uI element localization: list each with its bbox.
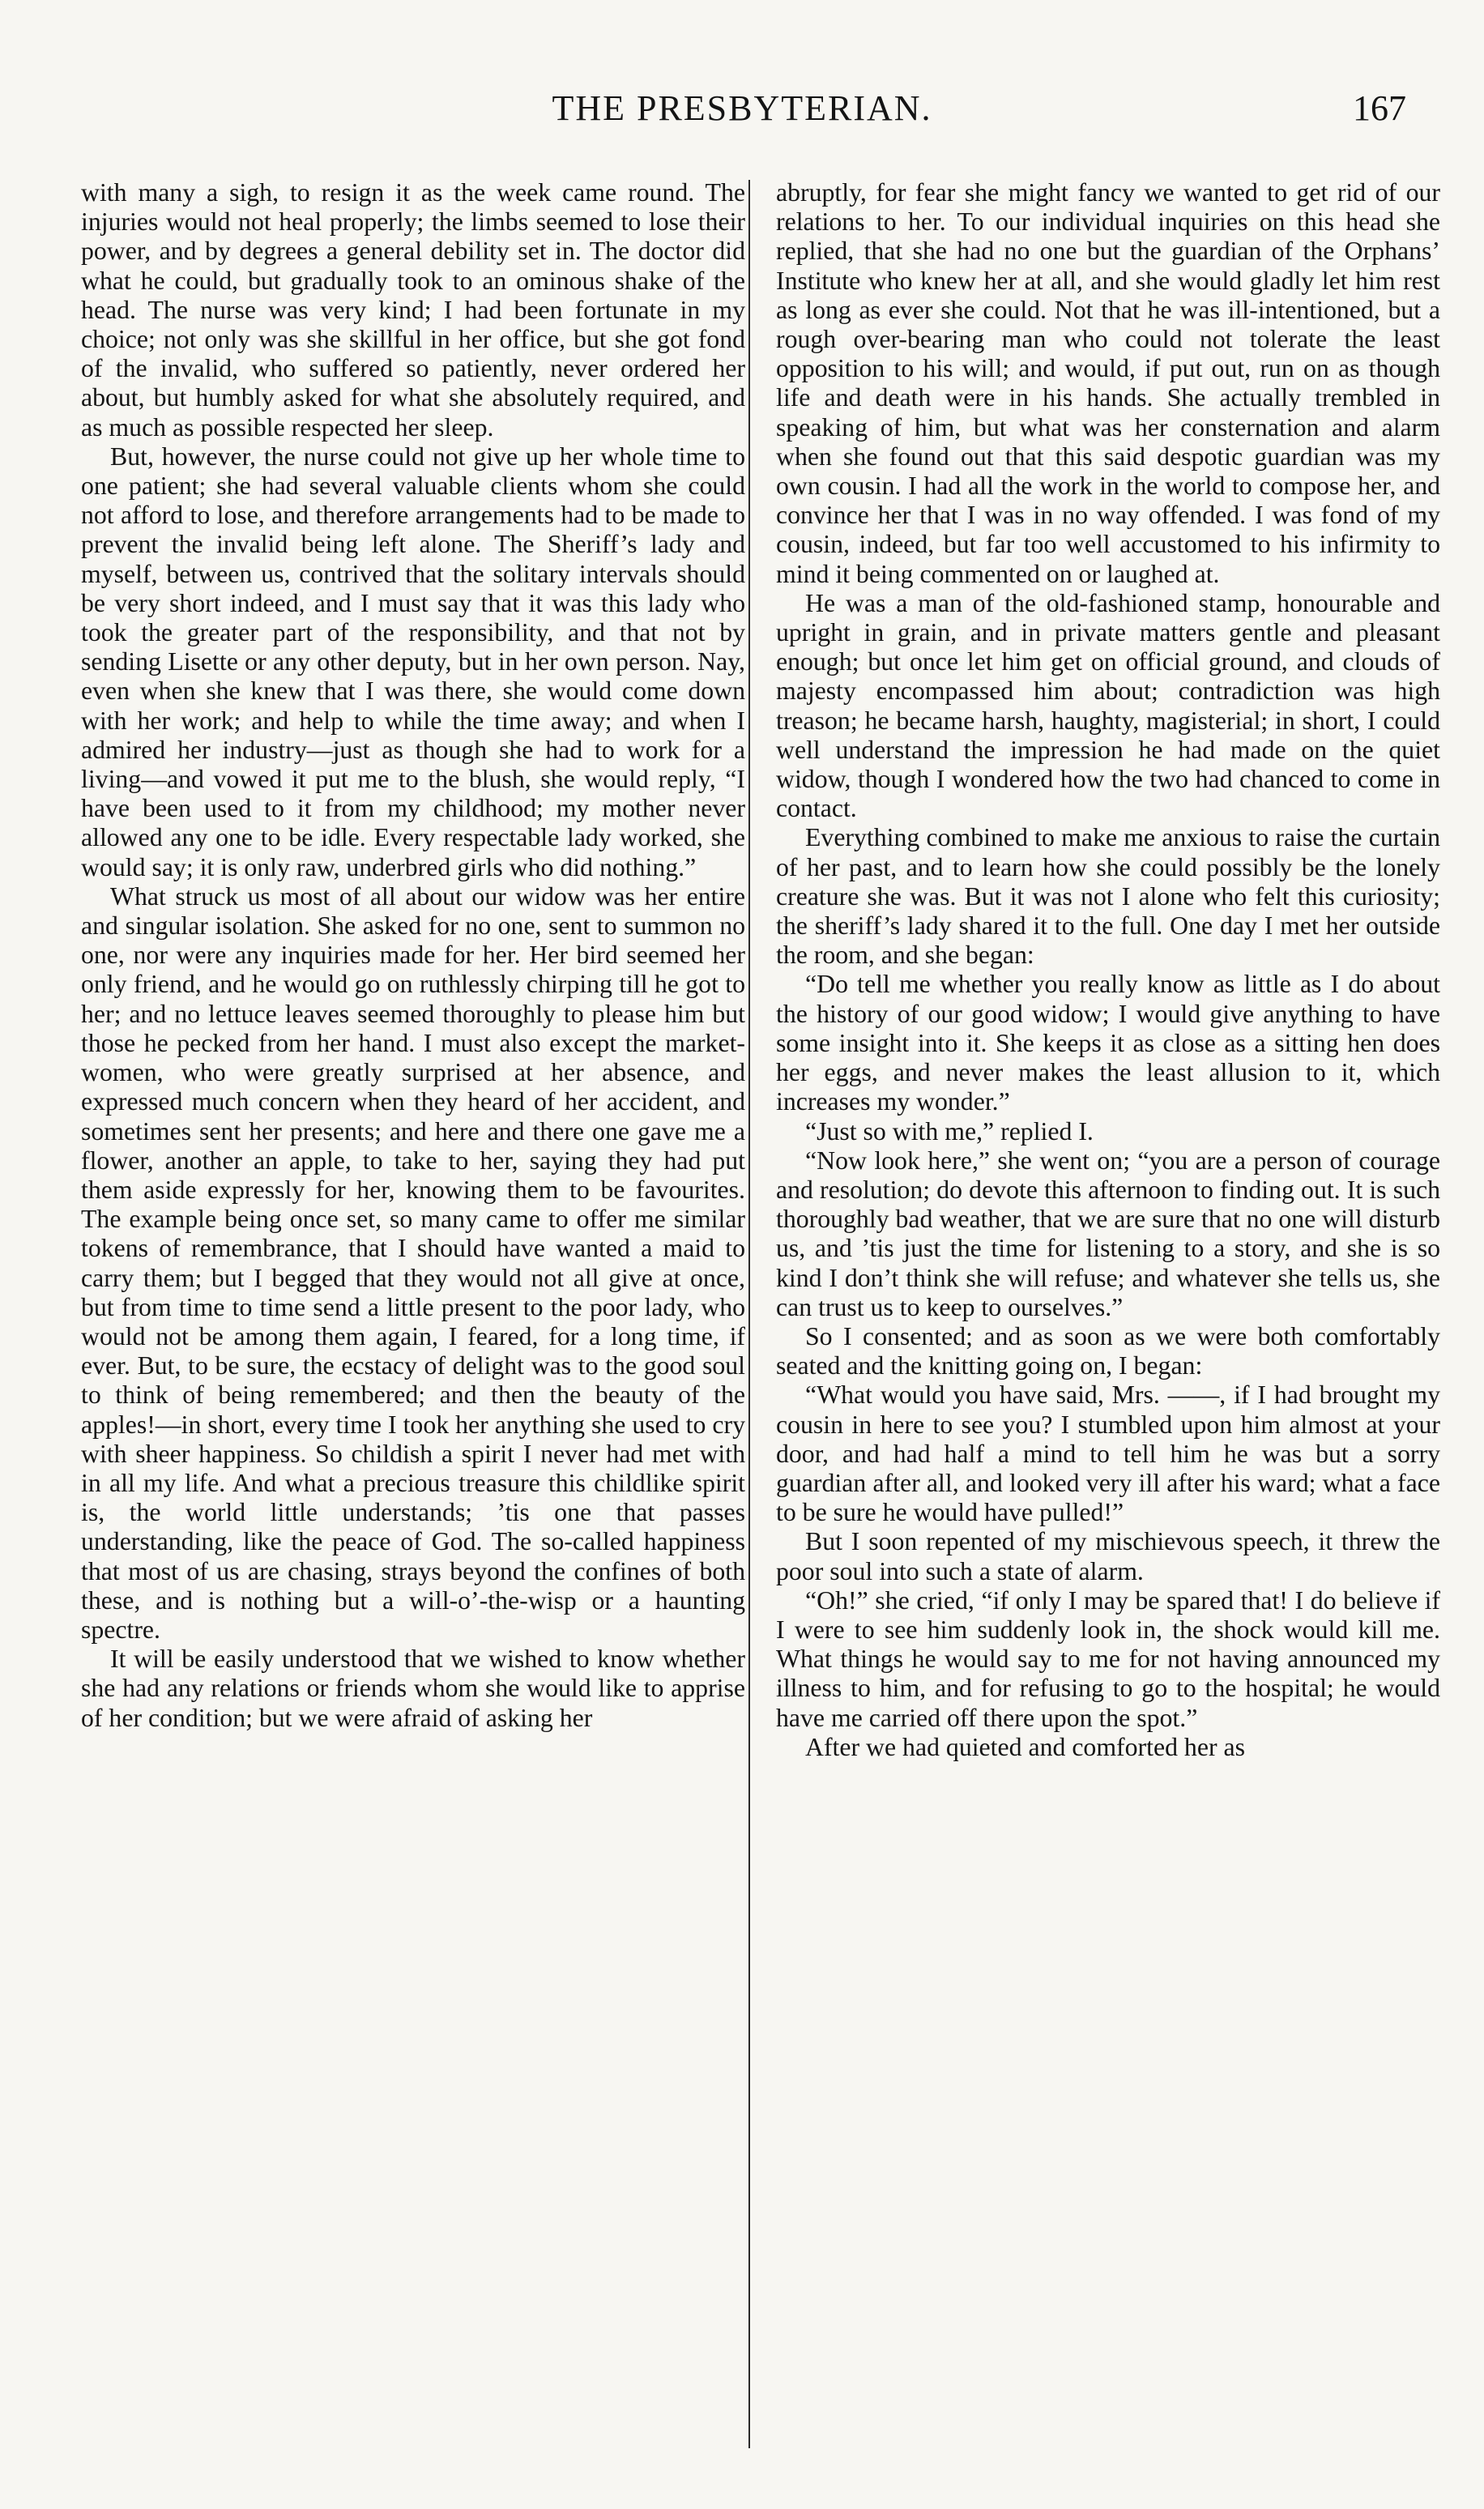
paragraph: with many a sigh, to resign it as the week came round. The injuries would not heal properly; the limbs seemed to lose their power, and by degrees a general debility set in. The doctor did what he could, but gradually took to an ominous shake of the head. The nurse was very kind; I had been fortunate in my choice; not only was she skillful in her office, but she got fond of the invalid, who suffered so patiently, never ordered her about, but humbly asked for what she absolutely required, and as much as possible respected her sleep. — [81, 178, 745, 442]
paragraph: “Do tell me whether you really know as little as I do about the history of our good widow; I would give anything to have some insight into it. She keeps it as close as a sitting hen does her eggs, and never makes the least allusion to it, which increases my wonder.” — [776, 970, 1440, 1116]
page-number: 167 — [1353, 88, 1406, 128]
paragraph: “Oh!” she cried, “if only I may be spared that! I do believe if I were to see him suddenly look in, the shock would kill me. What things he would say to me for not having announced my illness to him, and for refusing to go to the hospital; he would have me carried off there upon the spot.” — [776, 1585, 1440, 1732]
paragraph: But I soon repented of my mischievous speech, it threw the poor soul into such a state of alarm. — [776, 1527, 1440, 1585]
left-column — [81, 178, 745, 1733]
page-header — [78, 81, 1406, 138]
paragraph: “What would you have said, Mrs. ——, if I had brought my cousin in here to see you? I stumbled upon him almost at your door, and had half a mind to tell him he was but a sorry guardian after all, and looked very ill after his ward; what a face to be sure he would have pulled!” — [776, 1380, 1440, 1527]
right-column — [776, 178, 1440, 1762]
column-divider — [748, 180, 750, 2448]
paragraph: “Just so with me,” replied I. — [805, 1116, 1094, 1146]
running-title: THE PRESBYTERIAN. — [552, 88, 932, 128]
paragraph: After we had quieted and comforted her as — [805, 1732, 1245, 1761]
paragraph: It will be easily understood that we wished to know whether she had any relations or friends whom she would like to apprise of her condition; but we were afraid of asking her — [81, 1645, 745, 1732]
paragraph: He was a man of the old-fashioned stamp, honourable and upright in grain, and in private matters gentle and pleasant enough; but once let him get on official ground, and clouds of majesty encompassed him about; contradiction was high treason; he became harsh, haughty, magisterial; in short, I could well understand the impression he had made on the quiet widow, though I wondered how the two had chanced to come in contact. — [776, 588, 1440, 823]
paragraph: But, however, the nurse could not give up her whole time to one patient; she had several valuable clients whom she could not afford to lose, and therefore arrangements had to be made to prevent the invalid being left alone. The Sheriff’s lady and myself, between us, contrived that the solitary intervals should be very short indeed, and I must say that it was this lady who took the greater part of the responsibility, and that not by sending Lisette or any other deputy, but in her own person. Nay, even when she knew that I was there, she would come down with her work; and help to while the time away; and when I admired her industry—just as though she had to work for a living—and vowed it put me to the blush, she would reply, “I have been used to it from my childhood; my mother never allowed any one to be idle. Every respectable lady worked, she would say; it is only raw, underbred girls who did nothing.” — [81, 442, 745, 881]
paragraph: “Now look here,” she went on; “you are a person of courage and resolution; do devote this afternoon to finding out. It is such thoroughly bad weather, that we are sure that no one will disturb us, and ’tis just the time for listening to a story, and she is so kind I don’t think she will refuse; and whatever she tells us, she can trust us to keep to ourselves.” — [776, 1146, 1440, 1321]
paragraph: Everything combined to make me anxious to raise the curtain of her past, and to learn how she could possibly be the lonely creature she was. But it was not I alone who felt this curiosity; the sheriff’s lady shared it to the full. One day I met her outside the room, and she began: — [776, 823, 1440, 970]
paragraph: So I consented; and as soon as we were both comfortably seated and the knitting going on, I began: — [776, 1321, 1440, 1380]
paragraph: abruptly, for fear she might fancy we wanted to get rid of our relations to her. To our individual inquiries on this head she replied, that she had no one but the guardian of the Orphans’ Institute who knew her at all, and she would gladly let him rest as long as ever she could. Not that he was ill-intentioned, but a rough over-bearing man who could not tolerate the least opposition to his will; and would, if put out, run on as though life and death were in his hands. She actually trembled in speaking of him, but what was her consternation and alarm when she found out that this said despotic guardian was my own cousin. I had all the work in the world to compose her, and convince her that I was in no way offended. I was fond of my cousin, indeed, but far too well accustomed to his infirmity to mind it being commented on or laughed at. — [776, 178, 1440, 588]
paragraph: What struck us most of all about our widow was her entire and singular isolation. She asked for no one, sent to summon no one, nor were any inquiries made for her. Her bird seemed her only friend, and he would go on ruthlessly chirping till he got to her; and no lettuce leaves seemed thoroughly to please him but those he pecked from her hand. I must also except the market-women, who were greatly surprised at her absence, and expressed much concern when they heard of her accident, and sometimes sent her presents; and here and there one gave me a flower, another an apple, to take to her, saying they had put them aside expressly for her, knowing them to be favourites. The example being once set, so many came to offer me similar tokens of remembrance, that I should have wanted a maid to carry them; but I begged that they would not all give at once, but from time to time send a little present to the poor lady, who would not be among them again, I feared, for a long time, if ever. But, to be sure, the ecstacy of delight was to the good soul to think of being remembered; and then the beauty of the apples!—in short, every time I took her anything she used to cry with sheer happiness. So childish a spirit I never had met with in all my life. And what a precious treasure this childlike spirit is, the world little understands; ’tis one that passes understanding, like the peace of God. The so-called happiness that most of us are chasing, strays beyond the confines of both these, and is nothing but a will-o’-the-wisp or a haunting spectre. — [81, 881, 745, 1644]
